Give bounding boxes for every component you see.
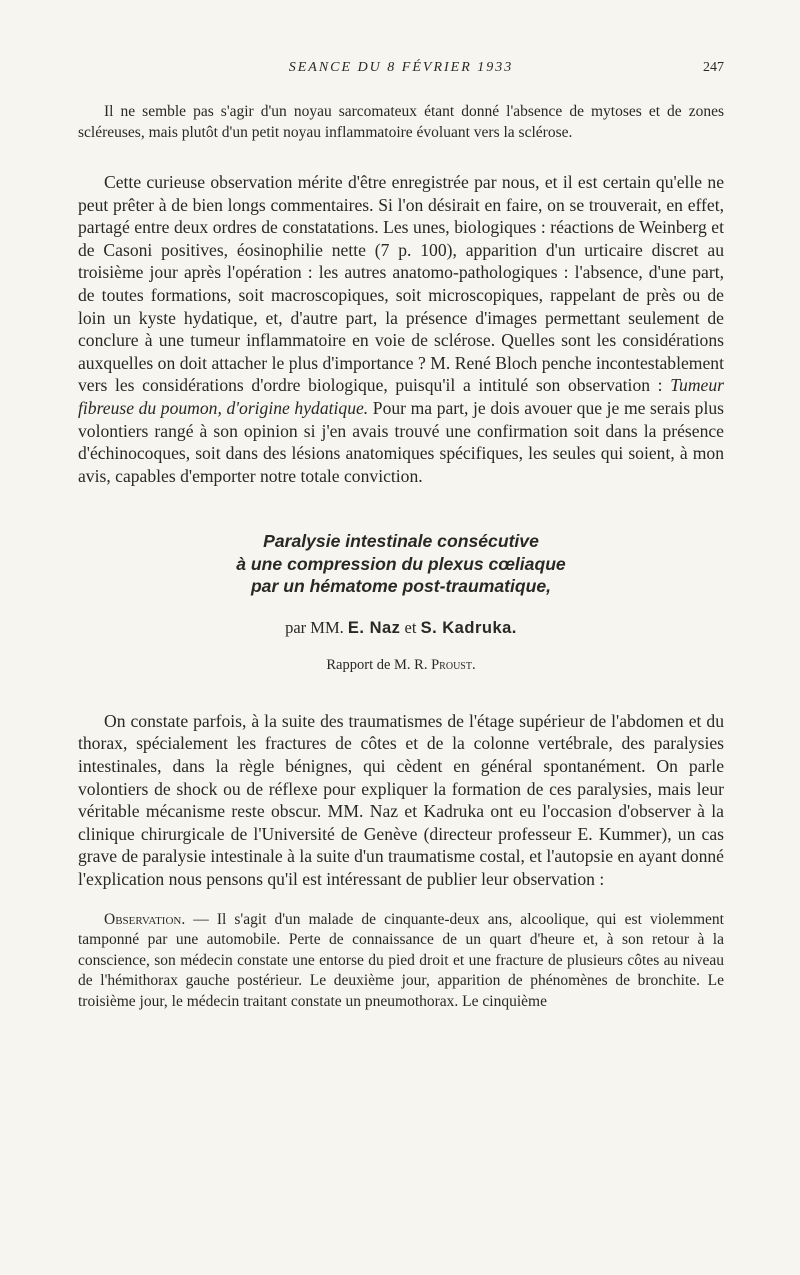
article-title-line-2: à une compression du plexus cœliaque (236, 553, 566, 574)
author-name-1: E. Naz (347, 618, 401, 637)
paragraph-commentary (78, 171, 724, 487)
reporter-name: Proust. (431, 656, 476, 673)
document-page (78, 60, 724, 1012)
paragraph-observation (78, 910, 724, 1013)
commentary-text-end: Pour ma part, je dois avouer que je me serais plus volontiers rangé à son opinion si j'en avais trouvé une confirmation soit dans la présence d'échinocoques, soit dans des lésions anatomiques spécifiques, les seules qui soient, à mon avis, capables d'emporter notre totale conviction. (78, 397, 724, 486)
author-name-2: S. Kadruka. (420, 618, 517, 637)
authors-prefix: par MM. (285, 617, 344, 637)
observation-label: Observation. (104, 910, 186, 928)
authors-conjunction: et (404, 617, 417, 637)
commentary-text-start: Cette curieuse observation mérite d'être enregistrée par nous, et il est certain qu'elle ne peut prêter à de bien longs commentaires. Si l'on désirait en faire, on se trouverait, en effet, partagé entre deux ordres de constatations. Les unes, biologiques : réactions de Weinberg et de Casoni positives, éosinophilie nette (7 p. 100), apparition d'un urticaire discret au troisième jour après l'opération : les autres anatomo-pathologiques : l'absence, d'une part, de toutes formations, soit macroscopiques, soit microscopiques, rappelant de près ou de loin un kyste hydatique, et, d'autre part, la présence d'images permettant seulement de conclure à une tumeur inflammatoire en voie de sclérose. Quelles sont les considérations auxquelles on doit attacher le plus d'importance ? M. René Bloch penche incontestablement vers les considérations d'ordre biologique, puisqu'il a intitulé son observation : (78, 172, 724, 396)
paragraph-introduction: On constate parfois, à la suite des traumatismes de l'étage supérieur de l'abdomen et du thorax, spécialement les fractures de côtes et de la colonne vertébrale, des paralysies intestinales, dans la règle bénignes, qui cèdent en général spontanément. On parle volontiers de shock ou de réflexe pour expliquer la formation de ces paralysies, mais leur véritable mécanisme reste obscur. MM. Naz et Kadruka ont eu l'occasion d'observer à la clinique chirurgicale de l'Université de Genève (directeur professeur E. Kummer), un cas grave de paralysie intestinale à la suite d'un traumatisme costal, et l'autopsie en ayant donné l'explication nous pensons qu'il est intéressant de publier leur observation : (78, 710, 724, 889)
article-title-line-1: Paralysie intestinale consécutive (263, 531, 539, 552)
article-authors (78, 618, 724, 638)
observation-text: — Il s'agit d'un malade de cinquante-deux ans, alcoolique, qui est violemment tamponné par une automobile. Perte de connaissance de un quart d'heure et, à son retour à la conscience, son médecin constate une entorse du pied droit et une fracture de plusieurs côtes au niveau de l'hémithorax gauche postérieur. Le deuxième jour, apparition de phénomènes de bronchite. Le troisième jour, le médecin traitant constate un pneumothorax. Le cinquième (78, 910, 724, 1010)
article-title (78, 530, 724, 598)
page-number: 247 (703, 60, 724, 75)
cited-title: Tumeur fibreuse du poumon, d'origine hydatique. (78, 375, 724, 418)
paragraph-conclusion-histology: Il ne semble pas s'agir d'un noyau sarcomateux étant donné l'absence de mytoses et de zones scléreuses, mais plutôt d'un petit noyau inflammatoire évoluant vers la sclérose. (78, 103, 724, 141)
running-header (78, 60, 724, 86)
article-title-line-3: par un hématome post-traumatique, (250, 576, 552, 597)
report-prefix: Rapport de M. R. (326, 656, 428, 673)
report-attribution (78, 657, 724, 674)
running-title: SEANCE DU 8 FÉVRIER 1933 (288, 60, 514, 75)
